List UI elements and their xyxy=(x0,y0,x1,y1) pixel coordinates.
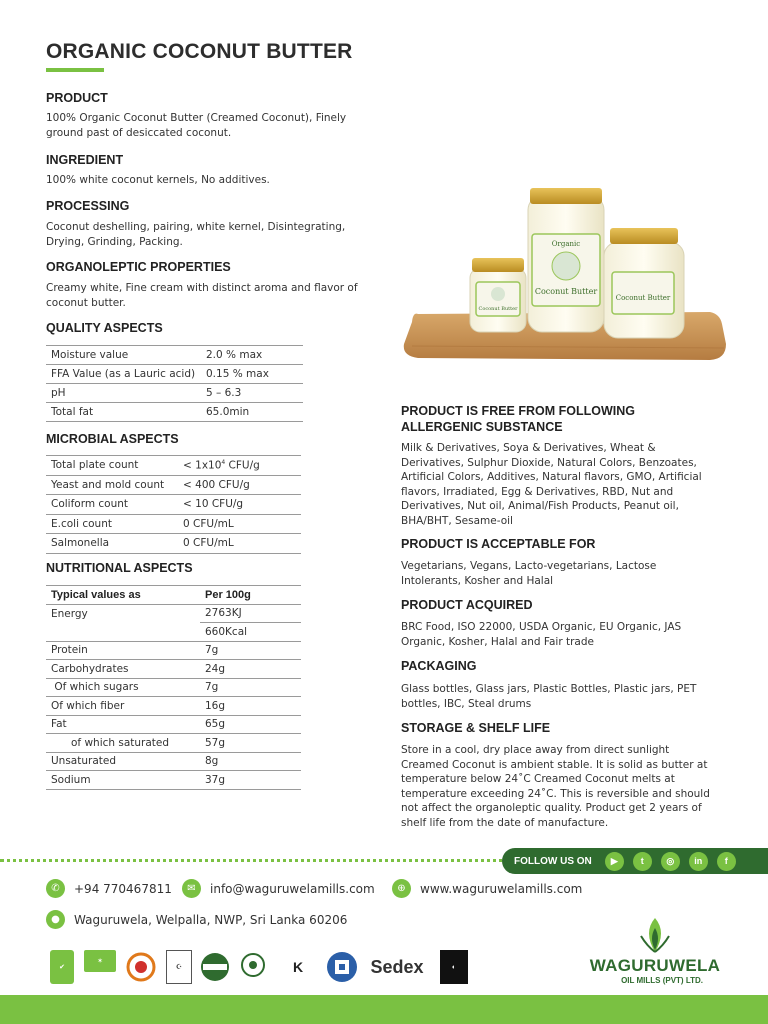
table-header-cell: Per 100g xyxy=(200,586,301,605)
medium-jar xyxy=(604,228,684,338)
fairtrade-logo: ◐ xyxy=(440,950,468,984)
table-cell: 8g xyxy=(200,752,301,771)
pcs-logo xyxy=(326,950,358,984)
allergen-heading: PRODUCT IS FREE FROM FOLLOWING ALLERGENIC SUBSTANCE xyxy=(401,404,636,434)
brand-name: WAGURUWELA xyxy=(589,956,721,975)
address-contact xyxy=(46,910,347,929)
usda-organic-logo xyxy=(200,950,230,984)
large-jar-label: Coconut Butter xyxy=(534,287,598,296)
table-header-cell: Typical values as xyxy=(46,586,200,605)
quality-heading: QUALITY ASPECTS xyxy=(46,321,163,335)
table-row xyxy=(46,514,301,534)
storage-heading: STORAGE & SHELF LIFE xyxy=(401,721,551,735)
packaging-heading: PACKAGING xyxy=(401,659,477,673)
table-cell: Unsaturated xyxy=(46,752,200,771)
iso-22000-logo xyxy=(126,950,156,984)
table-row xyxy=(46,384,303,403)
brand-logo xyxy=(585,916,725,986)
kosher-logo: K xyxy=(292,959,304,975)
table-cell: FFA Value (as a Lauric acid) xyxy=(46,365,201,384)
table-cell: 0 CFU/mL xyxy=(178,534,301,554)
table-row xyxy=(46,365,303,384)
table-cell: E.coli count xyxy=(46,514,178,534)
table-cell: 7g xyxy=(200,641,301,660)
table-row xyxy=(46,534,301,554)
address-text: Waguruwela, Welpalla, NWP, Sri Lanka 60206 xyxy=(74,912,348,927)
table-header-row xyxy=(46,586,301,605)
medium-jar-label: Coconut Butter xyxy=(615,294,671,302)
nutritional-table xyxy=(46,585,301,790)
cfu-value: < 1x10 xyxy=(183,459,222,472)
brand-subtitle: OIL MILLS (PVT) LTD. xyxy=(621,976,703,985)
allergen-text: Milk & Derivatives, Soya & Derivatives, Wheat & Derivatives, Sulphur Dioxide, Natural Colors, Benzoates, Artificial Colors, Additives, Natural flavors, GMO, Artificial flavors, Irradiated, Egg & Derivatives, RBD, Nut and Derivatives, Nut oil, Animal/Fish Products, Peanut oil, BHA/BHT, Sesame-oil xyxy=(401,442,702,527)
table-cell: 65.0min xyxy=(201,403,303,422)
email-contact[interactable] xyxy=(182,879,375,898)
ingredient-text: 100% white coconut kernels, No additives. xyxy=(46,174,270,186)
small-jar xyxy=(470,258,526,332)
table-cell: Coliform count xyxy=(46,495,178,515)
organoleptic-text: Creamy white, Fine cream with distinct aroma and flavor of coconut butter. xyxy=(46,282,358,309)
table-cell: Salmonella xyxy=(46,534,178,554)
table-row xyxy=(46,604,301,623)
table-row xyxy=(46,623,301,642)
microbial-heading: MICROBIAL ASPECTS xyxy=(46,432,179,446)
nutritional-heading: NUTRITIONAL ASPECTS xyxy=(46,561,193,575)
linkedin-icon[interactable]: in xyxy=(689,852,708,871)
small-jar-label: Coconut Butter xyxy=(478,306,518,312)
table-cell: Fat xyxy=(46,715,200,734)
table-cell: 0 CFU/mL xyxy=(178,514,301,534)
acquired-heading: PRODUCT ACQUIRED xyxy=(401,598,533,612)
phone-number: +94 770467811 xyxy=(74,881,172,896)
web-contact[interactable] xyxy=(392,879,582,898)
globe-icon: ⊕ xyxy=(392,879,411,898)
dotted-divider xyxy=(0,859,510,862)
table-row xyxy=(46,346,303,365)
large-jar xyxy=(528,188,604,332)
website-url: www.waguruwelamills.com xyxy=(420,881,583,896)
social-bar xyxy=(502,848,768,874)
table-row xyxy=(46,678,301,697)
phone-icon: ✆ xyxy=(46,879,65,898)
table-row xyxy=(46,771,301,790)
table-cell: Yeast and mold count xyxy=(46,475,178,495)
table-cell: 5 – 6.3 xyxy=(201,384,303,403)
sedex-logo: Sedex xyxy=(370,956,424,977)
table-cell: 16g xyxy=(200,697,301,716)
table-cell: 65g xyxy=(200,715,301,734)
table-cell: 660Kcal xyxy=(200,623,301,642)
brc-food-logo: ✔ xyxy=(50,950,74,984)
instagram-icon[interactable]: ◎ xyxy=(661,852,680,871)
ingredient-heading: INGREDIENT xyxy=(46,153,124,167)
email-address: info@waguruwelamills.com xyxy=(210,881,375,896)
follow-us-label: FOLLOW US ON xyxy=(514,855,592,867)
table-cell: Moisture value xyxy=(46,346,201,365)
jas-organic-logo xyxy=(238,950,268,984)
organoleptic-heading: ORGANOLEPTIC PROPERTIES xyxy=(46,260,231,274)
table-cell: 7g xyxy=(200,678,301,697)
table-cell: 2.0 % max xyxy=(201,346,303,365)
product-photo xyxy=(398,184,728,364)
table-row xyxy=(46,475,301,495)
youtube-icon[interactable]: ▶ xyxy=(605,852,624,871)
table-cell: of which saturated xyxy=(46,734,200,753)
footer-bar xyxy=(0,995,768,1024)
table-cell: Total plate count xyxy=(46,456,178,476)
table-cell: pH xyxy=(46,384,201,403)
table-row xyxy=(46,641,301,660)
table-cell: 2763KJ xyxy=(200,604,301,623)
table-cell: 37g xyxy=(200,771,301,790)
cfu-unit: CFU/g xyxy=(225,459,260,472)
facebook-icon[interactable]: f xyxy=(717,852,736,871)
microbial-table xyxy=(46,455,301,554)
table-row xyxy=(46,660,301,679)
phone-contact[interactable] xyxy=(46,879,172,898)
table-row xyxy=(46,734,301,753)
processing-text: Coconut deshelling, pairing, white kernel, Disintegrating, Drying, Grinding, Packing. xyxy=(46,221,346,248)
table-row xyxy=(46,495,301,515)
cfu-exponent: 4 xyxy=(221,459,226,466)
acquired-text: BRC Food, ISO 22000, USDA Organic, EU Organic, JAS Organic, Kosher, Halal and Fair trade xyxy=(401,621,682,648)
table-cell xyxy=(178,456,301,476)
table-cell xyxy=(46,623,200,642)
table-cell: Total fat xyxy=(46,403,201,422)
halal-logo: ☪ xyxy=(166,950,192,984)
table-cell: 24g xyxy=(200,660,301,679)
table-cell: < 10 CFU/g xyxy=(178,495,301,515)
table-cell: Of which fiber xyxy=(46,697,200,716)
table-row xyxy=(46,403,303,422)
storage-text: Store in a cool, dry place away from direct sunlight Creamed Coconut is ambient stable. It is solid as butter at temperature below 24˚C Creamed Coconut melts at temperature exceeding 24˚C. This is reversible and should not affect the organoleptic quality. Product get 2 years of shelf life from the date of manufacture. xyxy=(401,744,710,829)
quality-table xyxy=(46,345,303,422)
table-row xyxy=(46,715,301,734)
table-row xyxy=(46,697,301,716)
product-heading: PRODUCT xyxy=(46,91,108,105)
table-cell: Carbohydrates xyxy=(46,660,200,679)
table-cell: < 400 CFU/g xyxy=(178,475,301,495)
table-cell: 0.15 % max xyxy=(201,365,303,384)
eu-organic-logo: ✶ xyxy=(84,950,116,972)
email-icon: ✉ xyxy=(182,879,201,898)
product-text: 100% Organic Coconut Butter (Creamed Coconut), Finely ground past of desiccated coconut. xyxy=(46,112,347,139)
page-title: ORGANIC COCONUT BUTTER xyxy=(46,40,353,63)
table-row xyxy=(46,752,301,771)
acceptable-heading: PRODUCT IS ACCEPTABLE FOR xyxy=(401,537,596,551)
acceptable-text: Vegetarians, Vegans, Lacto-vegetarians, Lactose Intolerants, Kosher and Halal xyxy=(401,560,657,587)
table-cell: Protein xyxy=(46,641,200,660)
table-cell: Of which sugars xyxy=(46,678,200,697)
brand-mark-icon xyxy=(585,916,725,956)
large-jar-label-top: Organic xyxy=(551,240,581,248)
table-cell: Sodium xyxy=(46,771,200,790)
table-cell: Energy xyxy=(51,607,88,620)
processing-heading: PROCESSING xyxy=(46,199,130,213)
title-underline xyxy=(46,68,104,72)
twitter-icon[interactable]: t xyxy=(633,852,652,871)
table-cell: 57g xyxy=(200,734,301,753)
location-pin-icon: ● xyxy=(46,910,65,929)
table-row xyxy=(46,456,301,476)
packaging-text: Glass bottles, Glass jars, Plastic Bottles, Plastic jars, PET bottles, IBC, Steal drums xyxy=(401,683,697,710)
